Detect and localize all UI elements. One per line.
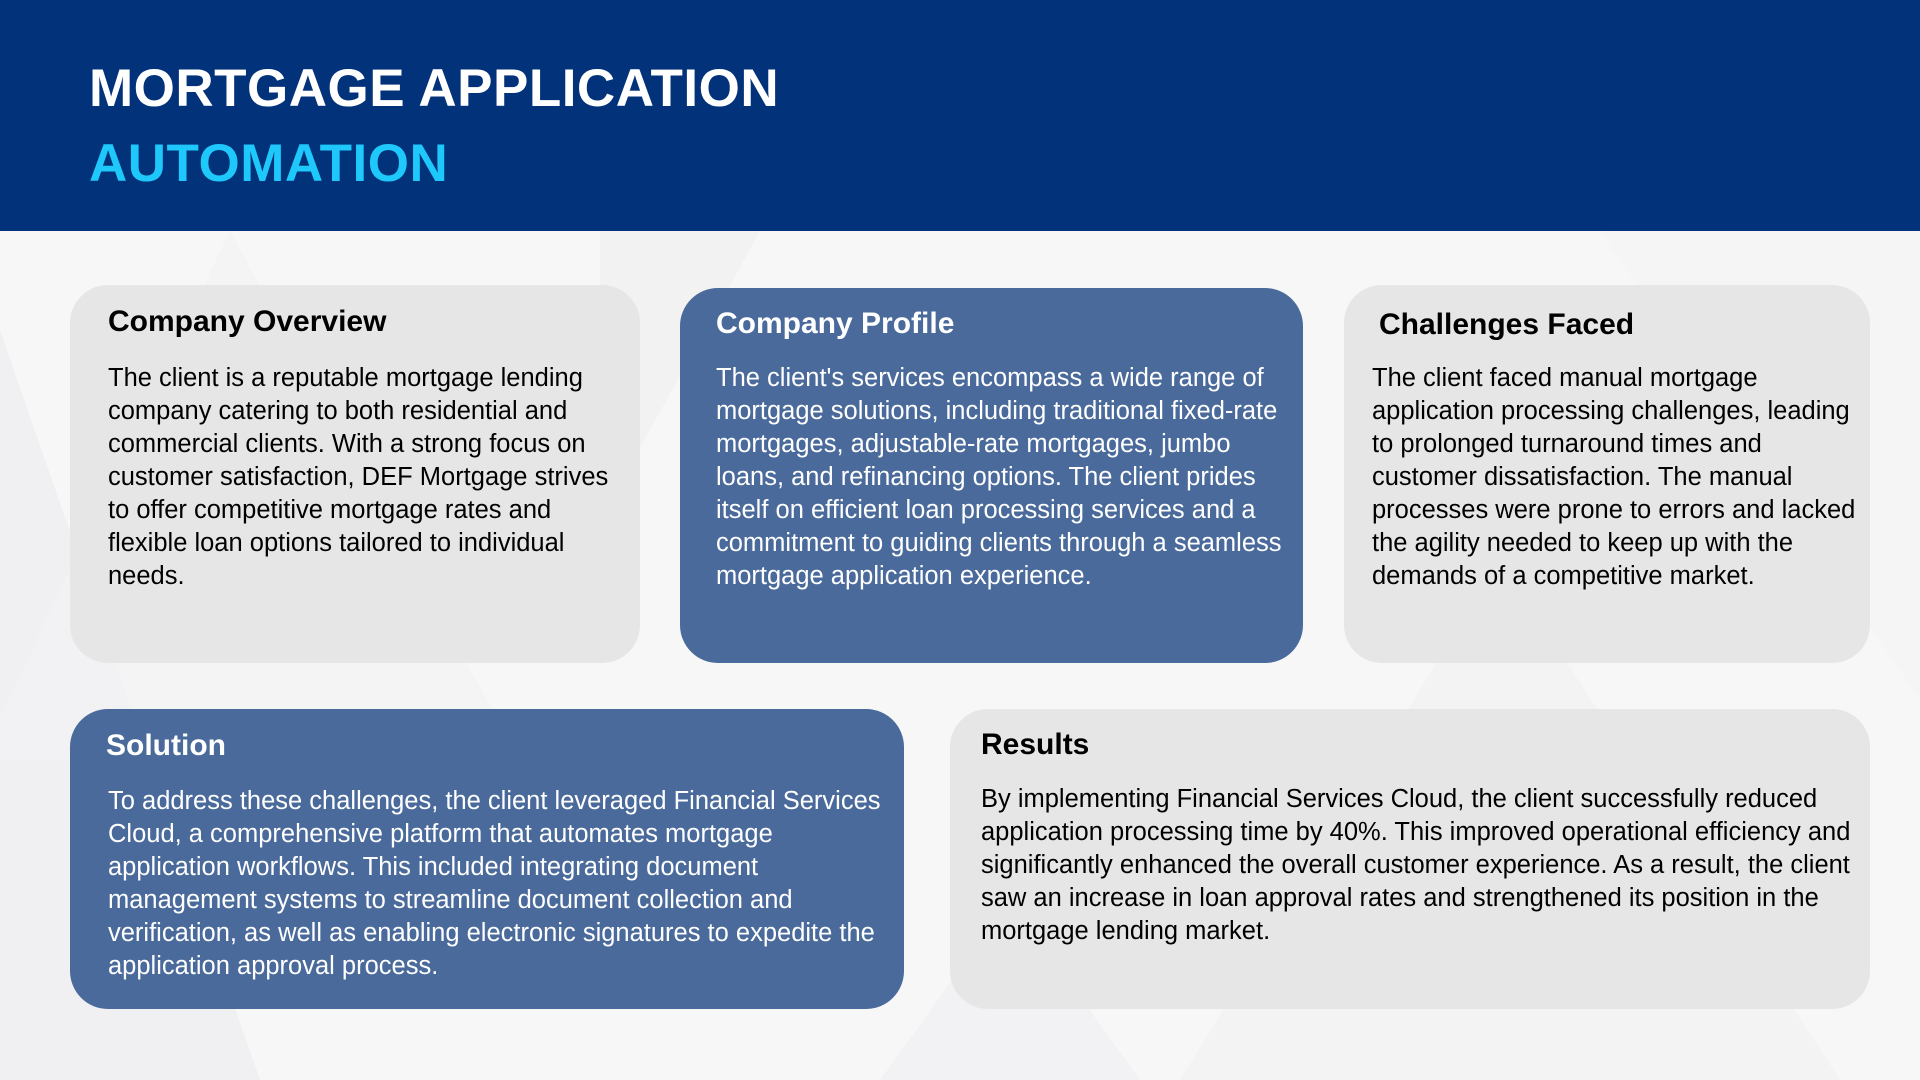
company-overview-text: The client is a reputable mortgage lending company catering to both residential and commercial clients. With a strong focus on customer satisfaction, DEF Mortgage strives to offer competitive mortgage rates and flexible loan options tailored to individual needs. [108,364,609,590]
company-profile-card [680,288,1303,663]
solution-card [70,709,904,1009]
results-card [950,709,1870,1009]
solution-heading: Solution [106,729,226,762]
company-overview-card [70,285,640,663]
challenges-faced-card [1344,285,1870,663]
solution-text: To address these challenges, the client leveraged Financial Services Cloud, a comprehensive platform that automates mortgage application workflows. This included integrating document management systems to streamline document collection and verification, as well as enabling electronic signatures to expedite the application approval process. [108,787,881,980]
results-text: By implementing Financial Services Cloud, the client successfully reduced application processing time by 40%. This improved operational efficiency and significantly enhanced the overall customer experience. As a result, the client saw an increase in loan approval rates and strengthened its position in the mortgage lending market. [981,785,1851,945]
page-header [0,0,1920,231]
company-profile-heading: Company Profile [716,307,955,340]
company-profile-text: The client's services encompass a wide range of mortgage solutions, including traditional fixed-rate mortgages, adjustable-rate mortgages, jumbo loans, and refinancing options. The client prides itself on efficient loan processing services and a commitment to guiding clients through a seamless mortgage application experience. [716,364,1282,590]
company-overview-heading: Company Overview [108,305,387,338]
challenges-faced-text: The client faced manual mortgage application processing challenges, leading to prolonged turnaround times and customer dissatisfaction. The manual processes were prone to errors and lacked the agility needed to keep up with the demands of a competitive market. [1372,364,1856,590]
page-title-highlight: AUTOMATION [89,134,449,193]
challenges-faced-heading: Challenges Faced [1379,308,1635,341]
results-heading: Results [981,728,1090,761]
page-title: MORTGAGE APPLICATION [89,59,780,118]
